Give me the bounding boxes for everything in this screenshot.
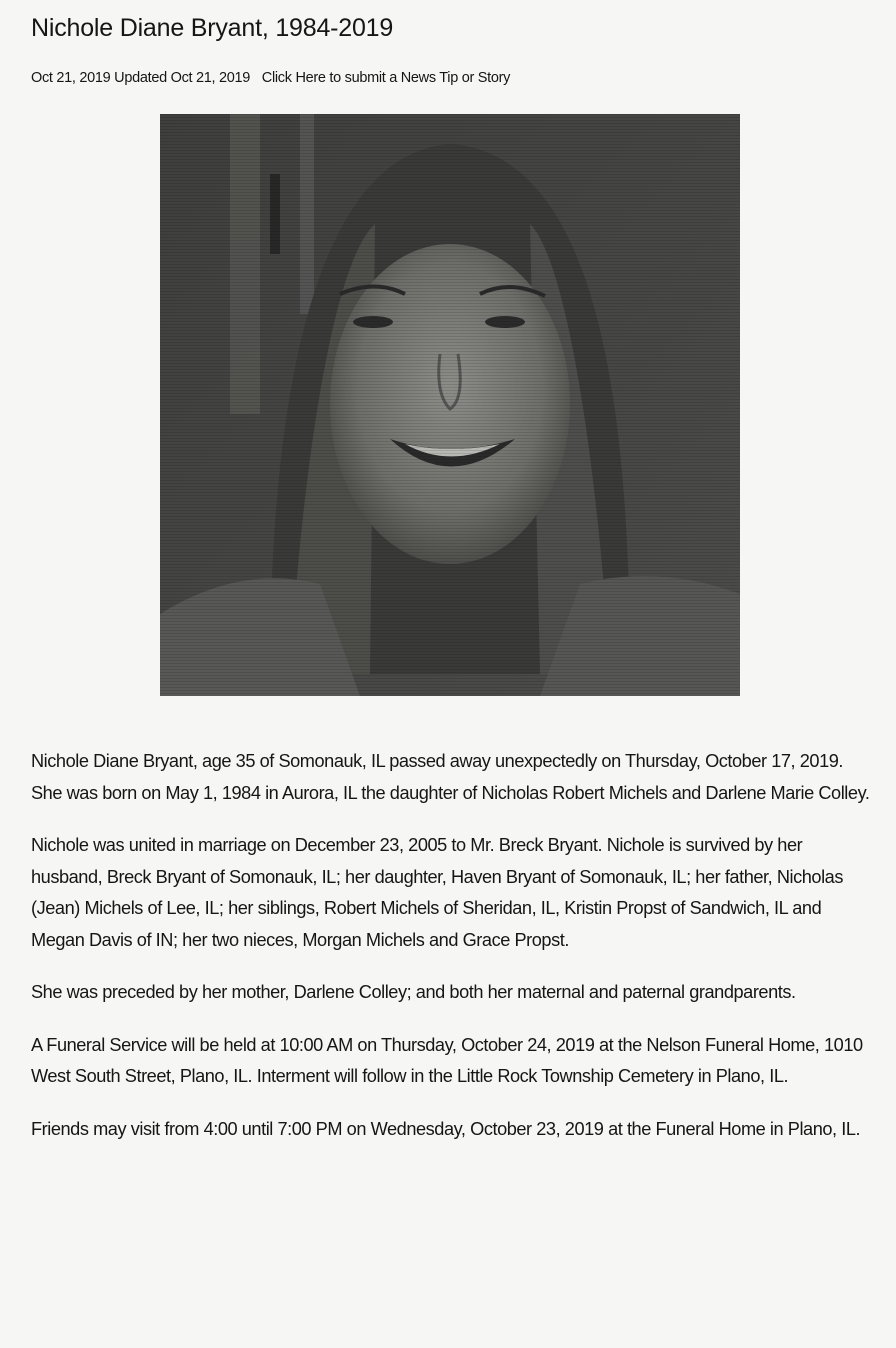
portrait-image bbox=[160, 114, 740, 696]
paragraph-visitation: Friends may visit from 4:00 until 7:00 PM on Wednesday, October 23, 2019 at the Funeral Home in Plano, IL. bbox=[31, 1118, 861, 1139]
news-tip-link[interactable]: Click Here to submit a News Tip or Story bbox=[261, 70, 511, 86]
paragraph-family: Nichole was united in marriage on December 23, 2005 to Mr. Breck Bryant. Nichole is survived by her husband, Breck Bryant of Somonauk, IL; her daughter, Haven Bryant of Somonauk, IL; her father, Nicholas (Jean) Michels of Lee, IL; her siblings, Robert Michels of Sheridan, IL, Kristin Propst of Sandwich, IL and Megan Davis of IN; her two nieces, Morgan Michels and Grace Propst. bbox=[31, 835, 843, 950]
portrait-photo bbox=[160, 114, 740, 696]
paragraph-preceded: She was preceded by her mother, Darlene Colley; and both her maternal and paternal grandparents. bbox=[31, 982, 796, 1002]
page-title: Nichole Diane Bryant, 1984-2019 bbox=[31, 14, 394, 42]
paragraph-intro: Nichole Diane Bryant, age 35 of Somonauk, IL passed away unexpectedly on Thursday, October 17, 2019. She was born on May 1, 1984 in Aurora, IL the daughter of Nicholas Robert Michels and Darlene Marie Colley. bbox=[31, 751, 870, 803]
published-date: Oct 21, 2019 bbox=[31, 70, 111, 86]
updated-date: Updated Oct 21, 2019 bbox=[114, 70, 251, 86]
article-meta bbox=[31, 70, 510, 86]
obituary-body bbox=[31, 746, 871, 1166]
paragraph-service: A Funeral Service will be held at 10:00 AM on Thursday, October 24, 2019 at the Nelson Funeral Home, 1010 West South Street, Plano, IL. Interment will follow in the Little Rock Township Cemetery in Plano, IL. bbox=[31, 1034, 863, 1086]
